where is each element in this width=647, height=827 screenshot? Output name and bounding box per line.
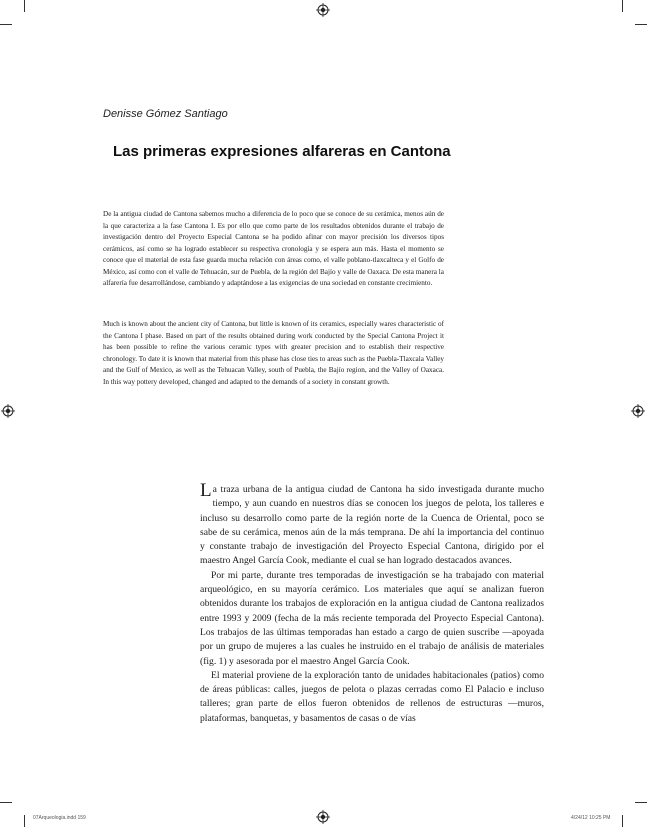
article-body — [200, 480, 544, 726]
body-paragraph-1-text: a traza urbana de la antigua ciudad de Cantona ha sido investigada durante mucho tiempo, y aun cuando en nuestros días se conocen los juegos de pelota, los talleres e incluso su desarrollo como parte de la región norte de la Cuenca de Oriental, poco se sabe de su cerámica, menos aún de la más temprana. De ahí la importancia del continuo y constante trabajo de investigación del Proyecto Especial Cantona, dirigido por el maestro Angel García Cook, mediante el cual se han logrado destacados avances. — [200, 484, 544, 567]
registration-mark-top-icon — [316, 3, 330, 17]
abstract-spanish: De la antigua ciudad de Cantona sabemos mucho a diferencia de lo poco que se conoce de su cerámica, menos aún de la que caracteriza a la fase Cantona I. Es por ello que como parte de los resultados obtenidos durante el trabajo de investigación dentro del Proyecto Especial Cantona se ha podido afinar con mayor precisión los diversos tipos cerámicos, así como se ha logrado establecer su respectiva cronología y se espera aun más. Hasta el momento se conoce que el material de esta fase guarda mucha relación con áreas como, el valle poblano-tlaxcalteca y el Golfo de México, así como con el valle de Tehuacán, sur de Puebla, de la región del Bajío y valle de Oaxaca. De esta manera la alfarería fue desarrollándose, cambiando y adaptándose a las exigencias de una sociedad en constante crecimiento. — [103, 210, 444, 287]
crop-mark-top-right — [622, 0, 623, 12]
crop-mark-bottom-right-h — [635, 802, 647, 803]
registration-mark-right-icon — [631, 404, 645, 418]
footer-date-slug: 4/24/12 10:25 PM — [571, 815, 611, 821]
article-title: Las primeras expresiones alfareras en Cantona — [113, 143, 451, 160]
author-name: Denisse Gómez Santiago — [103, 108, 228, 120]
registration-mark-bottom-icon — [316, 810, 330, 824]
drop-cap: L — [200, 480, 212, 501]
crop-mark-bottom-right — [622, 815, 623, 827]
abstract-english: Much is known about the ancient city of Cantona, but little is known of its ceramics, especially wares characteristic of the Cantona I phase. Based on part of the results obtained during work conducted by the Special Cantona Project it has been possible to refine the various ceramic types with greater precision and to establish their respective chronology. To date it is known that material from this phase has close ties to areas such as the Puebla-Tlaxcala Valley and the Gulf of Mexico, as well as the Tehuacan Valley, south of Puebla, the Bajío region, and the Valley of Oaxaca. In this way pottery developed, changed and adapted to the demands of a society in constant growth. — [103, 320, 444, 386]
crop-mark-bottom-left — [24, 815, 25, 827]
body-paragraph-1 — [200, 480, 544, 569]
crop-mark-bottom-left-h — [0, 802, 12, 803]
body-paragraph-3: El material proviene de la exploración tanto de unidades habitacionales (patios) como de áreas públicas: calles, juegos de pelota o plazas cerradas como El Palacio e incluso talleres; gran parte de ellos fueron obtenidos de rellenos de estructuras —muros, plataformas, banquetas, y basamentos de casas o de vías — [200, 669, 544, 724]
crop-mark-top-right-h — [635, 24, 647, 25]
crop-mark-top-left — [24, 0, 25, 12]
registration-mark-left-icon — [1, 404, 15, 418]
crop-mark-top-left-h — [0, 24, 12, 25]
footer-file-slug: 07Arqueologia.indd 159 — [33, 815, 86, 821]
body-paragraph-2: Por mi parte, durante tres temporadas de investigación se ha trabajado con material arqueológico, en su mayoría cerámico. Los materiales que aquí se analizan fueron obtenidos durante los trabajos de exploración en la antigua ciudad de Cantona realizados entre 1993 y 2009 (fecha de la más reciente temporada del Proyecto Especial Cantona). Los trabajos de las últimas temporadas han estado a cargo de quien suscribe —apoyada por un grupo de mujeres a las cuales he instruido en el trabajo de análisis de materiales (fig. 1) y asesorada por el maestro Angel García Cook. — [200, 569, 544, 667]
